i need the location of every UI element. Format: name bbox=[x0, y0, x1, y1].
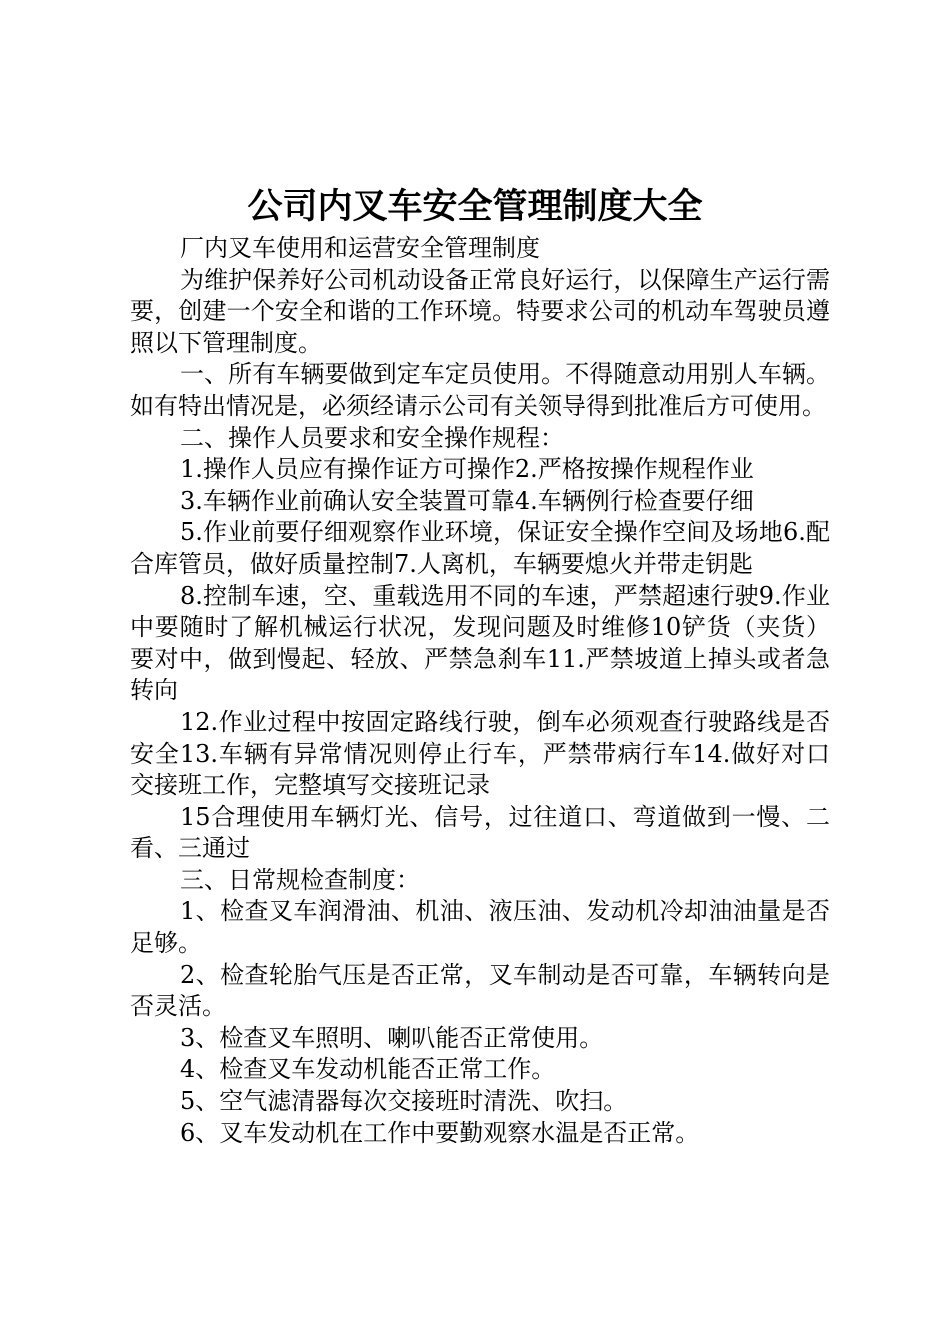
paragraph: 1、检查叉车润滑油、机油、液压油、发动机冷却油油量是否足够。 bbox=[130, 897, 830, 958]
paragraph: 1.操作人员应有操作证方可操作2.严格按操作规程作业 bbox=[180, 455, 754, 484]
paragraph: 3、检查叉车照明、喇叭能否正常使用。 bbox=[180, 1023, 604, 1052]
paragraph: 3.车辆作业前确认安全装置可靠4.车辆例行检查要仔细 bbox=[180, 486, 754, 515]
paragraph: 15合理使用车辆灯光、信号，过往道口、弯道做到一慢、二看、三通过 bbox=[130, 802, 830, 863]
paragraph: 一、所有车辆要做到定车定员使用。不得随意动用别人车辆。如有特出情况是，必须经请示公司有关领导得到批准后方可使用。 bbox=[130, 360, 830, 420]
paragraph: 6、叉车发动机在工作中要勤观察水温是否正常。 bbox=[180, 1118, 700, 1147]
paragraph: 2、检查轮胎气压是否正常，叉车制动是否可靠，车辆转向是否灵活。 bbox=[130, 960, 830, 1021]
paragraph: 5.作业前要仔细观察作业环境，保证安全操作空间及场地6.配合库管员，做好质量控制7.人离机，车辆要熄火并带走钥匙 bbox=[130, 518, 830, 578]
paragraph: 三、日常规检查制度： bbox=[180, 865, 420, 894]
paragraph: 为维护保养好公司机动设备正常良好运行，以保障生产运行需要，创建一个安全和谐的工作环境。特要求公司的机动车驾驶员遵照以下管理制度。 bbox=[130, 265, 830, 357]
paragraph: 厂内叉车使用和运营安全管理制度 bbox=[180, 234, 540, 262]
paragraph: 12.作业过程中按固定路线行驶，倒车必须观查行驶路线是否安全13.车辆有异常情况则停止行车，严禁带病行车14.做好对口交接班工作，完整填写交接班记录 bbox=[130, 707, 830, 800]
paragraph: 二、操作人员要求和安全操作规程： bbox=[180, 423, 564, 452]
document-title: 公司内叉车安全管理制度大全 bbox=[247, 187, 703, 227]
document-body bbox=[130, 233, 830, 1149]
paragraph: 8.控制车速，空、重载选用不同的车速，严禁超速行驶9.作业中要随时了解机械运行状况，发现问题及时维修10铲货（夹货）要对中，做到慢起、轻放、严禁急刹车11.严禁坡道上掉头或者急转向 bbox=[130, 581, 830, 705]
paragraph: 5、空气滤清器每次交接班时清洗、吹扫。 bbox=[180, 1087, 628, 1116]
paragraph: 4、检查叉车发动机能否正常工作。 bbox=[180, 1055, 556, 1084]
